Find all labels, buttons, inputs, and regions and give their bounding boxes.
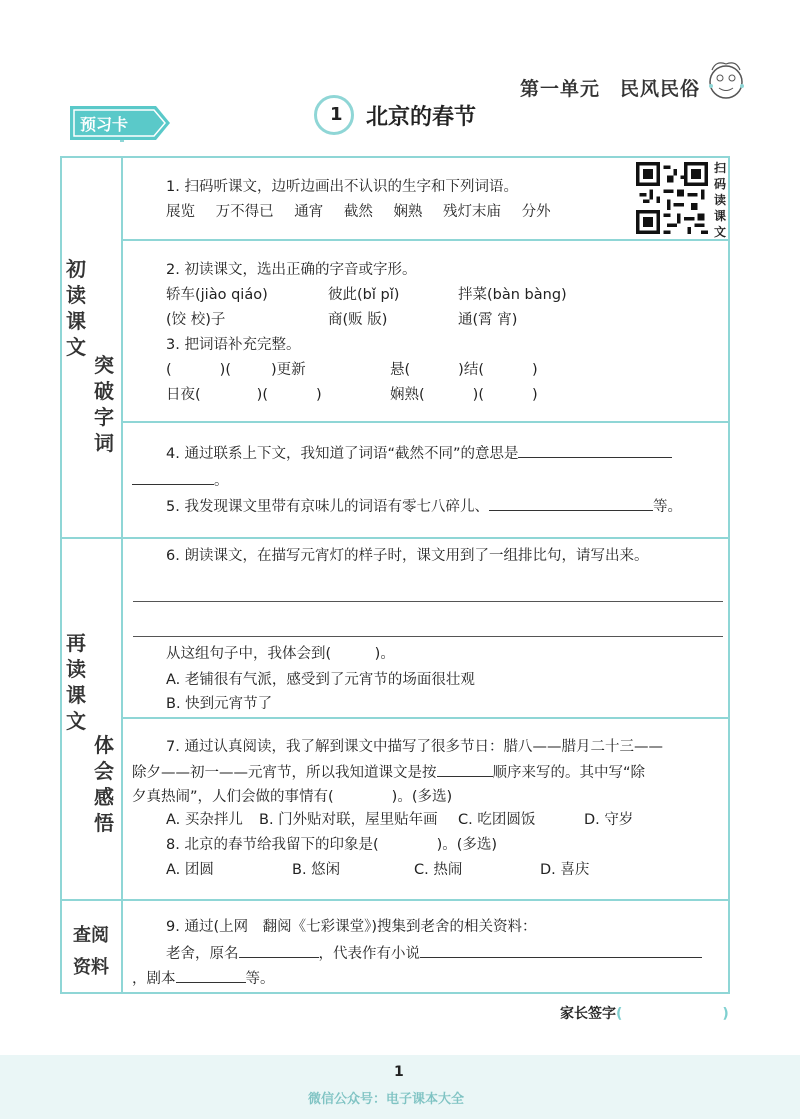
q6-answer-line[interactable] — [133, 601, 723, 602]
preview-card-label: 预习卡 — [80, 115, 129, 134]
q1-word: 娴熟 — [393, 204, 423, 220]
side-label-col1: 再读课文 — [66, 631, 86, 733]
qr-label-char: 读 — [713, 193, 726, 207]
q2-option[interactable]: 轿车(jiào qiáo) — [166, 287, 268, 303]
q8-option[interactable]: A. 团圆 — [166, 862, 214, 878]
q4-text: 4. 通过联系上下文，我知道了词语“截然不同”的意思是 — [166, 446, 519, 462]
q9-text: 等。 — [245, 971, 275, 987]
q3-fill-part: )结( — [458, 362, 484, 378]
worksheet-frame — [60, 156, 730, 994]
q3-fill-part: 日夜( — [166, 387, 201, 403]
q2-option[interactable]: 通(霄 宵) — [458, 312, 518, 328]
q4-answer-blank[interactable] — [132, 470, 214, 485]
q3-fill-row — [166, 360, 306, 380]
q5-answer-blank[interactable] — [489, 496, 653, 511]
q6-option-b[interactable]: B. 快到元宵节了 — [166, 696, 273, 712]
side-label-col1: 初读课文 — [66, 257, 86, 359]
q1-word: 分外 — [521, 204, 551, 220]
q6-answer-line[interactable] — [133, 636, 723, 637]
q4-answer-blank[interactable] — [518, 443, 672, 458]
row-divider — [121, 421, 730, 423]
q9-plays-blank[interactable] — [176, 968, 246, 983]
section-divider — [60, 537, 730, 539]
q9-line-2 — [166, 943, 702, 964]
sidebar-divider — [121, 156, 123, 994]
q3-fill-part: )( — [219, 362, 231, 378]
q2-option[interactable]: 彼此(bǐ pǐ) — [328, 287, 400, 303]
q9-text: 老舍，原名 — [166, 946, 239, 962]
q3-fill-part: ) — [316, 387, 322, 403]
side-label-line2: 资料 — [73, 957, 109, 978]
q1-word: 万不得已 — [215, 204, 274, 220]
q7-option[interactable]: A. 买杂拌儿 — [166, 812, 243, 828]
q3-fill-part: ( — [166, 362, 172, 378]
question-9: 9. 通过(上网 翻阅《七彩课堂》)搜集到老舍的相关资料： — [166, 919, 537, 935]
q9-original-name-blank[interactable] — [239, 943, 319, 958]
unit-title: 第一单元 民风民俗 — [520, 78, 701, 100]
wechat-notice: 微信公众号：电子课本大全 — [308, 1092, 465, 1107]
question-7: 7. 通过认真阅读，我了解到课文中描写了很多节日：腊八——腊月二十三—— — [166, 739, 663, 755]
qr-label-char: 扫 — [713, 161, 726, 175]
q1-word-list — [166, 202, 551, 222]
q4-end: 。 — [214, 473, 229, 489]
q3-fill-part: 悬( — [390, 362, 411, 378]
q7-line-2 — [132, 762, 645, 783]
q9-text: ，剧本 — [132, 971, 176, 987]
q3-fill-part: )( — [472, 387, 484, 403]
lesson-title: 北京的春节 — [366, 105, 477, 130]
q7-order-blank[interactable] — [437, 762, 493, 777]
q3-fill-row — [390, 360, 538, 380]
q7-option[interactable]: C. 吃团圆饭 — [458, 812, 536, 828]
q1-word: 展览 — [166, 204, 195, 220]
q9-novels-blank[interactable] — [420, 943, 702, 958]
parent-signature-label: 家长签字 — [560, 1006, 616, 1022]
side-label-line1: 查阅 — [73, 925, 109, 946]
q1-word: 截然 — [343, 204, 373, 220]
parent-signature — [560, 1003, 729, 1023]
page-number: 1 — [394, 1064, 404, 1080]
q3-fill-part: ) — [532, 362, 538, 378]
lesson-number: 1 — [330, 104, 343, 125]
question-5 — [166, 496, 682, 517]
q3-fill-part: 娴熟( — [390, 387, 425, 403]
qr-label-char: 文 — [713, 225, 726, 239]
signature-paren-open: ( — [616, 1006, 623, 1022]
q9-text: ，代表作有小说 — [318, 946, 420, 962]
q7-line-3: 夕真热闹”，人们会做的事情有( )。(多选) — [132, 789, 453, 805]
question-6: 6. 朗读课文，在描写元宵灯的样子时，课文用到了一组排比句，请写出来。 — [166, 548, 649, 564]
q8-option[interactable]: B. 悠闲 — [292, 862, 341, 878]
qr-code-icon[interactable] — [636, 162, 708, 234]
q8-option[interactable]: C. 热闹 — [414, 862, 463, 878]
section-label-research — [60, 916, 121, 986]
question-3: 3. 把词语补充完整。 — [166, 337, 301, 353]
section-label-first-reading — [60, 256, 121, 526]
q6-option-a[interactable]: A. 老铺很有气派，感受到了元宵节的场面很壮观 — [166, 672, 475, 688]
signature-paren-close: ) — [722, 1006, 729, 1022]
q3-fill-part: )更新 — [271, 362, 306, 378]
row-divider — [121, 239, 730, 241]
q3-fill-part: )( — [256, 387, 268, 403]
q5-end: 等。 — [652, 499, 682, 515]
question-4 — [166, 443, 672, 464]
side-label-col2: 体会感悟 — [94, 733, 114, 835]
q3-fill-part: ) — [532, 387, 538, 403]
qr-label-char: 码 — [713, 177, 726, 191]
section-label-second-reading — [60, 630, 121, 880]
q2-option[interactable]: (饺 校)子 — [166, 312, 226, 328]
q8-option[interactable]: D. 喜庆 — [540, 862, 590, 878]
qr-label — [712, 160, 728, 240]
qr-label-char: 课 — [713, 209, 726, 223]
q5-text: 5. 我发现课文里带有京味儿的词语有零七八碎儿、 — [166, 499, 489, 515]
q6-followup: 从这组句子中，我体会到( )。 — [166, 646, 395, 662]
q7-option[interactable]: D. 守岁 — [584, 812, 634, 828]
q2-option[interactable]: 商(贩 版) — [328, 312, 388, 328]
question-1: 1. 扫码听课文，边听边画出不认识的生字和下列词语。 — [166, 179, 518, 195]
side-label-col2: 突破字词 — [94, 353, 114, 455]
q3-fill-row — [166, 385, 322, 405]
q9-line-3 — [132, 968, 275, 989]
q1-word: 通宵 — [294, 204, 324, 220]
row-divider — [121, 717, 730, 719]
q7-text: 除夕——初一——元宵节，所以我知道课文是按 — [132, 765, 437, 781]
q1-word: 残灯末庙 — [443, 204, 502, 220]
question-2: 2. 初读课文，选出正确的字音或字形。 — [166, 262, 417, 278]
q2-option[interactable]: 拌菜(bàn bàng) — [458, 287, 567, 303]
q7-option[interactable]: B. 门外贴对联，屋里贴年画 — [259, 812, 438, 828]
q7-text: 顺序来写的。其中写“除 — [492, 765, 646, 781]
q3-fill-row — [390, 385, 538, 405]
section-divider — [60, 899, 730, 901]
question-8: 8. 北京的春节给我留下的印象是( )。(多选) — [166, 837, 498, 853]
mascot-illustration — [702, 56, 750, 104]
q4-continuation — [132, 470, 229, 491]
